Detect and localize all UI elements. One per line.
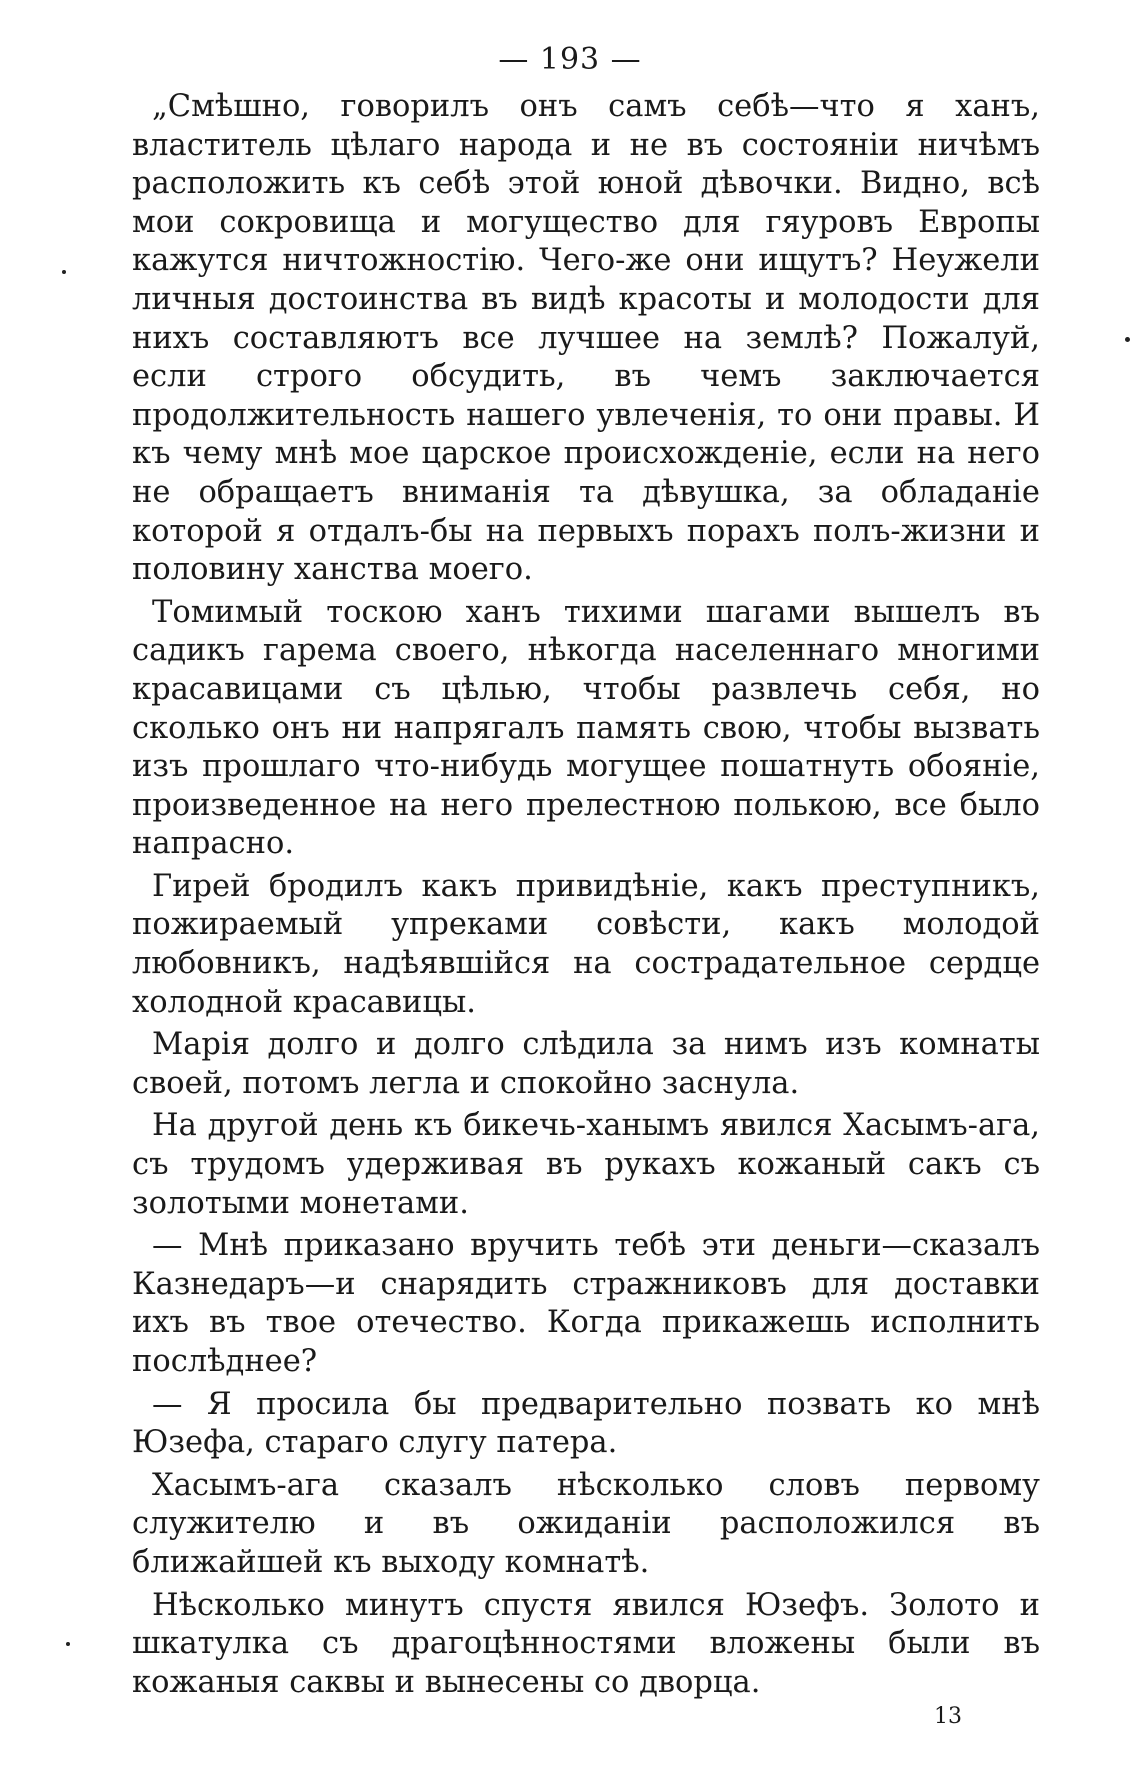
paragraph: Нѣсколько минутъ спустя явился Юзефъ. Золото и шкатулка съ драгоцѣнностями вложены были въ кожаныя саквы и вынесены со дворца. <box>132 1587 1040 1700</box>
scan-speck <box>1125 337 1130 342</box>
scan-speck <box>62 270 66 274</box>
paragraph: Марія долго и долго слѣдила за нимъ изъ комнаты своей, потомъ легла и спокойно заснула. <box>132 1027 1040 1101</box>
scan-speck <box>66 1642 70 1646</box>
paragraph: — Мнѣ приказано вручить тебѣ эти деньги—сказалъ Казнедаръ—и снарядить стражниковъ для доставки ихъ въ твое отечество. Когда прикажешь исполнить послѣднее? <box>132 1228 1040 1379</box>
body-text <box>132 88 1040 1706</box>
paragraph: Хасымъ-ага сказалъ нѣсколько словъ первому служителю и въ ожиданіи расположился въ ближайшей къ выходу комнатѣ. <box>132 1467 1040 1580</box>
paragraph: Гирей бродилъ какъ привидѣніе, какъ преступникъ, пожираемый упреками совѣсти, какъ молодой любовникъ, надѣявшійся на сострадательное сердце холодной красавицы. <box>132 868 1040 1020</box>
signature-mark: 13 <box>934 1704 962 1729</box>
paragraph: — Я просила бы предварительно позвать ко мнѣ Юзефа, стараго слугу патера. <box>132 1386 1040 1461</box>
paragraph: „Смѣшно, говорилъ онъ самъ себѣ—что я ханъ, властитель цѣлаго народа и не въ состояніи ничѣмъ расположить къ себѣ этой юной дѣвочки. Видно, всѣ мои сокровища и могущество для гяуровъ Европы кажутся ничтожностію. Чего-же они ищутъ? Неужели личныя достоинства въ видѣ красоты и молодости для нихъ составляютъ все лучшее на землѣ? Пожалуй, если строго обсудить, въ чемъ заключается продолжительность нашего увлеченія, то они правы. И къ чему мнѣ мое царское происхожденіе, если на него не обращаетъ вниманія та дѣвушка, за обладаніе которой я отдалъ-бы на первыхъ порахъ полъ-жизни и половину ханства моего. <box>132 89 1040 588</box>
paragraph: Томимый тоскою ханъ тихими шагами вышелъ въ садикъ гарема своего, нѣкогда населеннаго многими красавицами съ цѣлью, чтобы развлечь себя, но сколько онъ ни напрягалъ память свою, чтобы вызвать изъ прошлаго что-нибудь могущее пошатнуть обояніе, произведенное на него прелестною полькою, все было напрасно. <box>132 594 1040 862</box>
paragraph: На другой день къ бикечь-ханымъ явился Хасымъ-ага, съ трудомъ удерживая въ рукахъ кожаный сакъ съ золотыми монетами. <box>132 1108 1040 1221</box>
page-number: — 193 — <box>498 42 642 77</box>
